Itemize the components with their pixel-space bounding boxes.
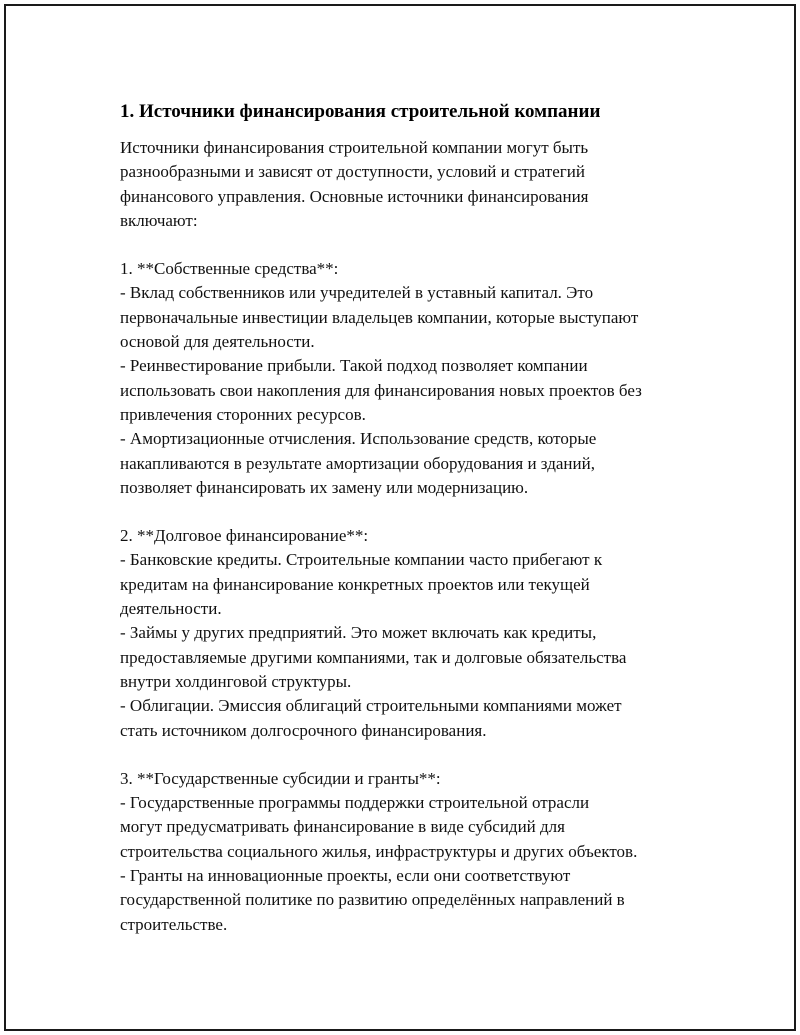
list-item: - Облигации. Эмиссия облигаций строительными компаниями может стать источником долгосрочного финансирования.	[120, 696, 622, 740]
list-item: - Реинвестирование прибыли. Такой подход позволяет компании использовать свои накопления для финансирования новых проектов без привлечения сторонних ресурсов.	[120, 356, 642, 424]
section-debt-financing	[120, 524, 700, 743]
document-title: 1. Источники финансирования строительной компании	[120, 101, 601, 122]
intro-paragraph: Источники финансирования строительной компании могут быть разнообразными и зависят от доступности, условий и стратегий финансового управления. Основные источники финансирования включают:	[120, 138, 589, 230]
section-state-subsidies	[120, 767, 700, 937]
section-title: 3. **Государственные субсидии и гранты**:	[120, 768, 441, 788]
section-title: 1. **Собственные средства**:	[120, 259, 339, 279]
section-title: 2. **Долговое финансирование**:	[120, 526, 369, 546]
list-item: - Банковские кредиты. Строительные компании часто прибегают к кредитам на финансирование конкретных проектов или текущей деятельности.	[120, 550, 603, 619]
list-item: - Вклад собственников или учредителей в уставный капитал. Это первоначальные инвестиции владельцев компании, которые выступают основой для деятельности.	[120, 283, 639, 352]
document-page	[4, 4, 796, 1031]
list-item: - Гранты на инновационные проекты, если они соответствуют государственной политике по развитию определённых направлений в строительстве.	[120, 866, 625, 934]
list-item: - Государственные программы поддержки строительной отрасли могут предусматривать финансирование в виде субсидий для строительства социального жилья, инфраструктуры и других объектов.	[120, 793, 638, 861]
section-own-funds	[120, 257, 700, 500]
document-content	[120, 98, 700, 937]
list-item: - Амортизационные отчисления. Использование средств, которые накапливаются в результате амортизации оборудования и зданий, позволяет финансировать их замену или модернизацию.	[120, 429, 597, 497]
list-item: - Займы у других предприятий. Это может включать как кредиты, предоставляемые другими компаниями, так и долговые обязательства внутри холдинговой структуры.	[120, 623, 627, 691]
